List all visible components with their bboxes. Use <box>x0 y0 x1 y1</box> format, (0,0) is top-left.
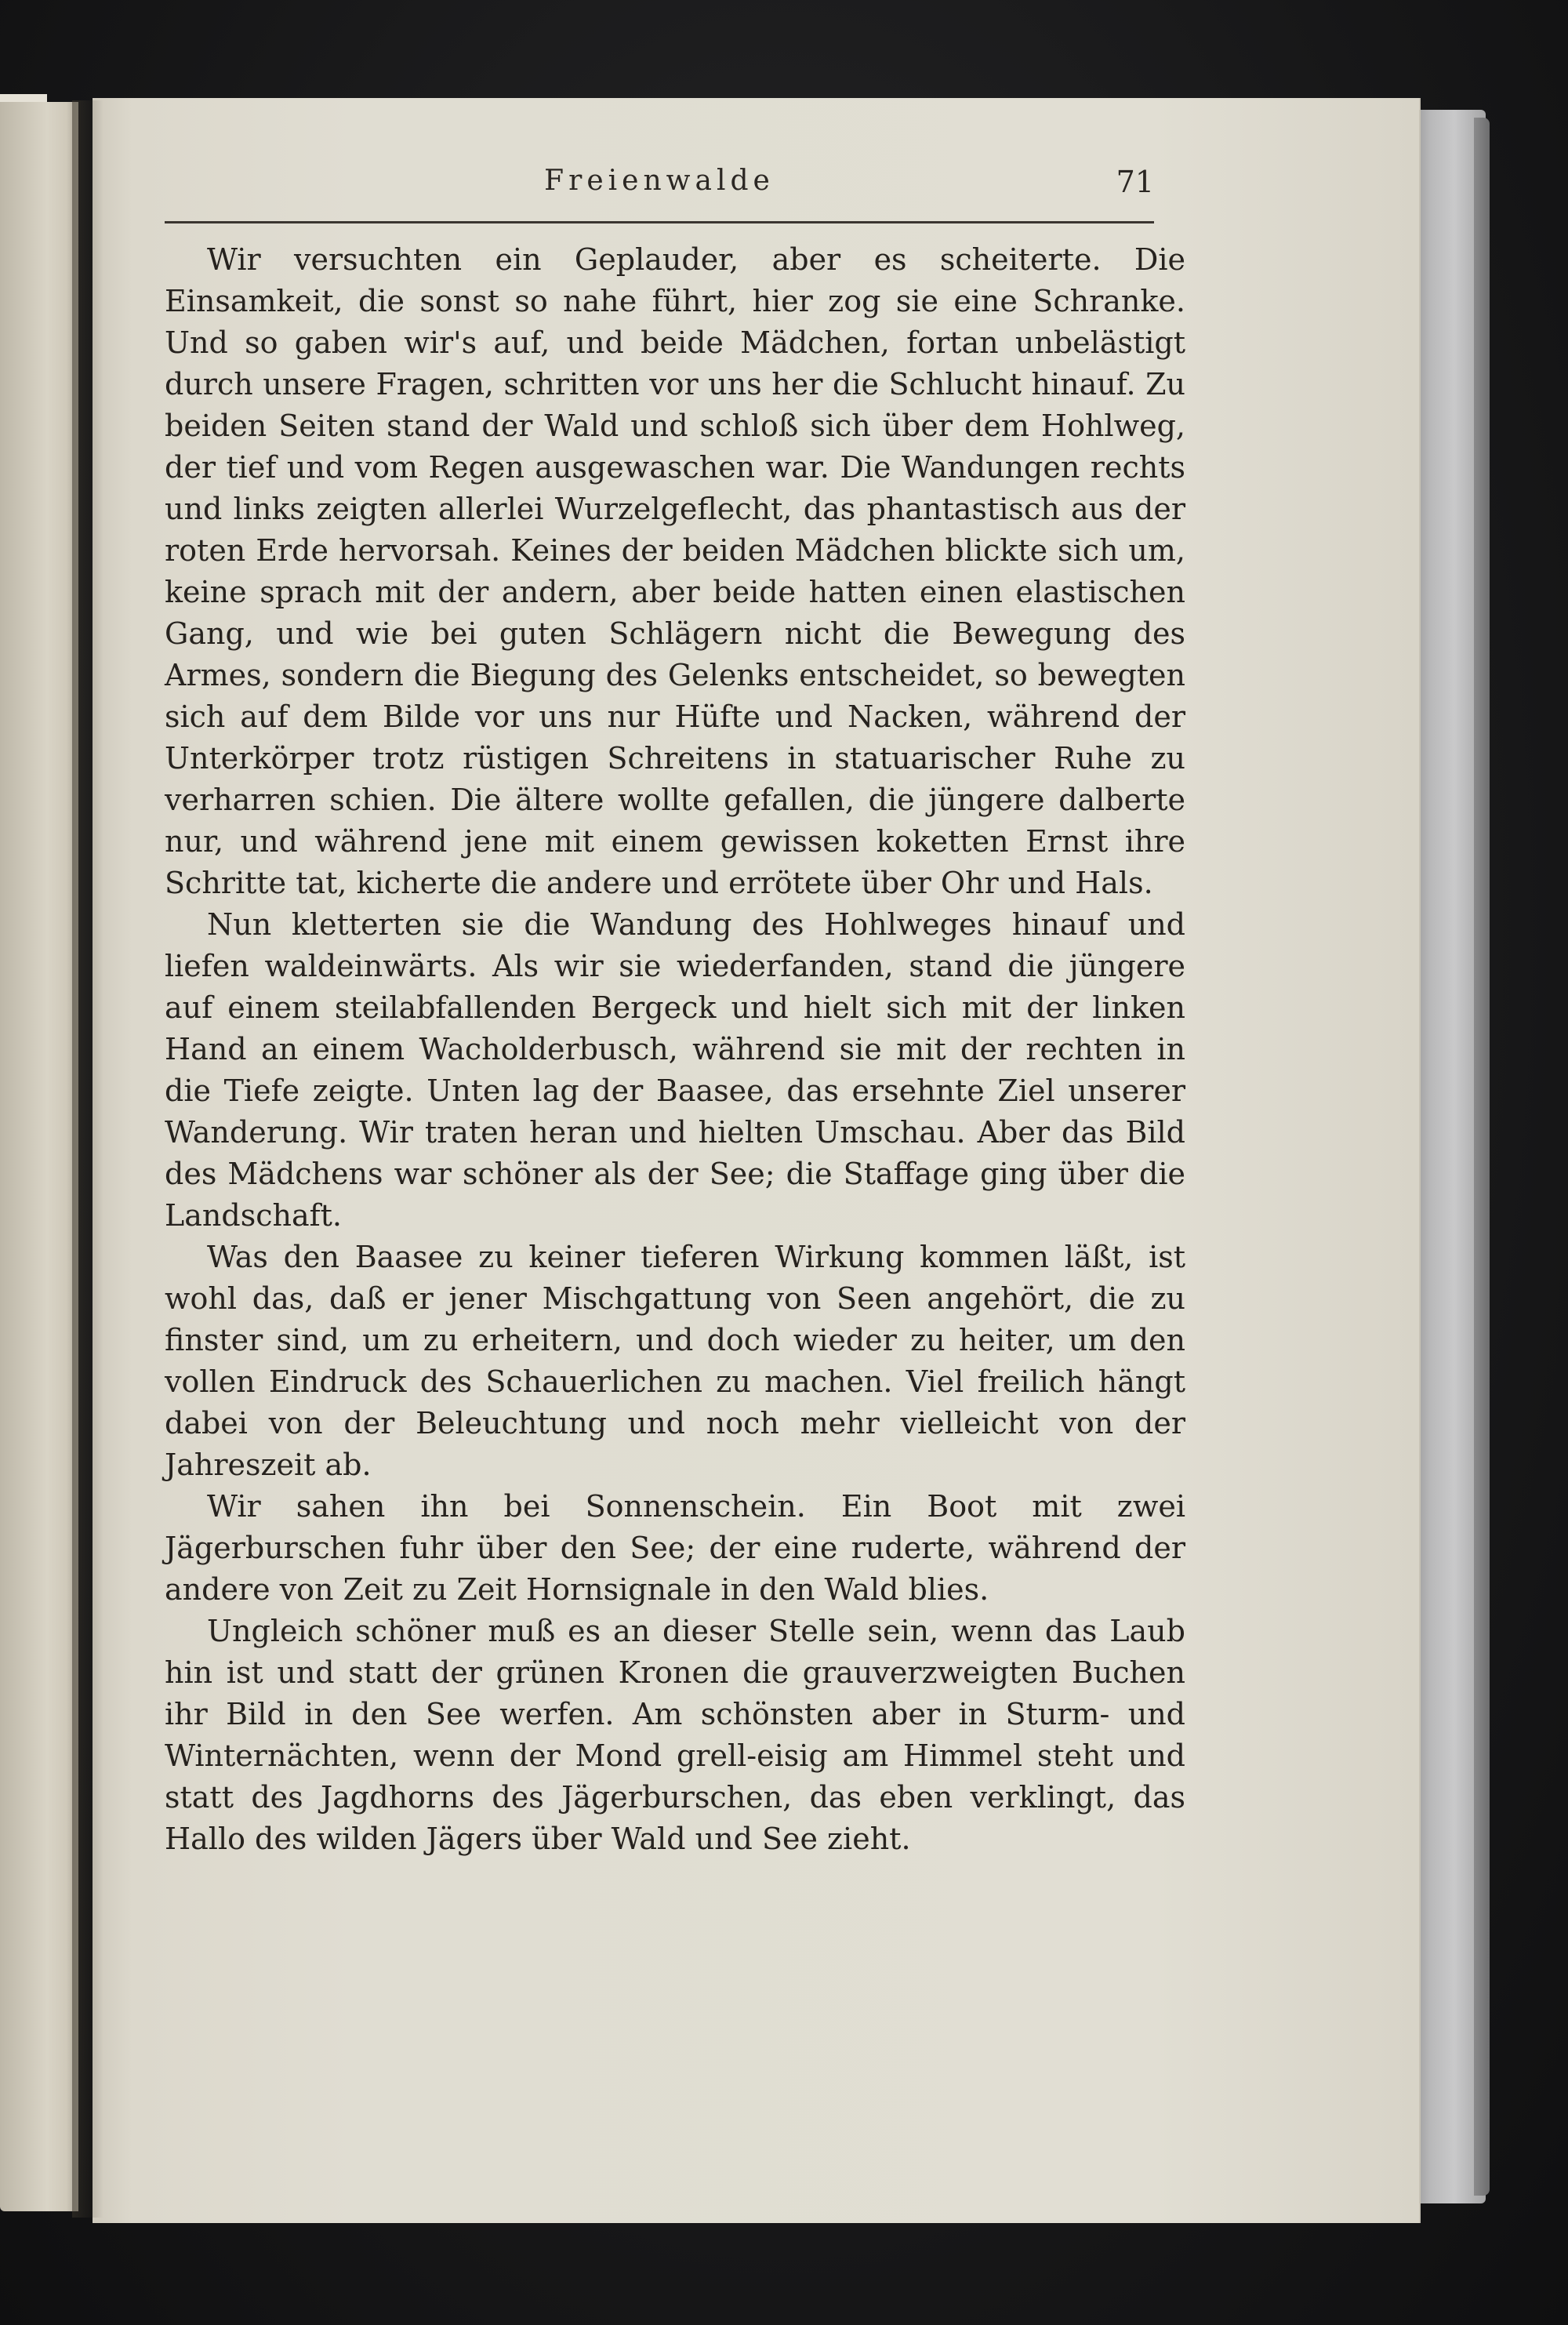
paragraph-2: Nun kletterten sie die Wandung des Hohlweges hinauf und liefen waldeinwärts. Als wir sie wiederfanden, stand die jüngere auf einem steilabfallenden Bergeck und hielt sich mit der linken Hand an einem Wacholderbusch, während sie mit der rechten in die Tiefe zeigte. Unten lag der Baasee, das ersehnte Ziel unserer Wanderung. Wir traten heran und hielten Umschau. Aber das Bild des Mädchens war schöner als der See; die Staffage ging über die Landschaft. <box>165 907 1185 1233</box>
body-text <box>165 239 1185 1860</box>
running-title: Freienwalde <box>544 165 775 197</box>
paragraph-4: Wir sahen ihn bei Sonnenschein. Ein Boot mit zwei Jägerburschen fuhr über den See; der eine ruderte, während der andere von Zeit zu Zeit Hornsignale in den Wald blies. <box>165 1489 1185 1607</box>
gutter-shadow <box>72 100 103 2218</box>
paragraph-3: Was den Baasee zu keiner tieferen Wirkung kommen läßt, ist wohl das, daß er jener Mischgattung von Seen angehört, die zu finster sind, um zu erheitern, und doch wieder zu heiter, um den vollen Eindruck des Schauerlichen zu machen. Viel freilich hängt dabei von der Beleuchtung und noch mehr vielleicht von der Jahreszeit ab. <box>165 1240 1185 1482</box>
left-page <box>0 102 78 2211</box>
running-head <box>165 165 1154 204</box>
book-cover-edge <box>1474 118 1490 2196</box>
header-rule <box>165 221 1154 223</box>
paragraph-5: Ungleich schöner muß es an dieser Stelle sein, wenn das Laub hin ist und statt der grünen Kronen die grauverzweigten Buchen ihr Bild in den See werfen. Am schönsten aber in Sturm- und Winternächten, wenn der Mond grell-eisig am Himmel steht und statt des Jagdhorns des Jägerburschen, das eben verklingt, das Hallo des wilden Jägers über Wald und See zieht. <box>165 1614 1185 1856</box>
paragraph-1: Wir versuchten ein Geplauder, aber es scheiterte. Die Einsamkeit, die sonst so nahe führt, hier zog sie eine Schranke. Und so gaben wir's auf, und beide Mädchen, fortan unbelästigt durch unsere Fragen, schritten vor uns her die Schlucht hinauf. Zu beiden Seiten stand der Wald und schloß sich über dem Hohlweg, der tief und vom Regen ausgewaschen war. Die Wandungen rechts und links zeigten allerlei Wurzelgeflecht, das phantastisch aus der roten Erde hervorsah. Keines der beiden Mädchen blickte sich um, keine sprach mit der andern, aber beide hatten einen elastischen Gang, und wie bei guten Schlägern nicht die Bewegung des Armes, sondern die Biegung des Gelenks entscheidet, so bewegten sich auf dem Bilde vor uns nur Hüfte und Nacken, während der Unterkörper trotz rüstigen Schreitens in statuarischer Ruhe zu verharren schien. Die ältere wollte gefallen, die jüngere dalberte nur, und während jene mit einem gewissen koketten Ernst ihre Schritte tat, kicherte die andere und errötete über Ohr und Hals. <box>165 242 1185 900</box>
page-number: 71 <box>1116 165 1154 199</box>
